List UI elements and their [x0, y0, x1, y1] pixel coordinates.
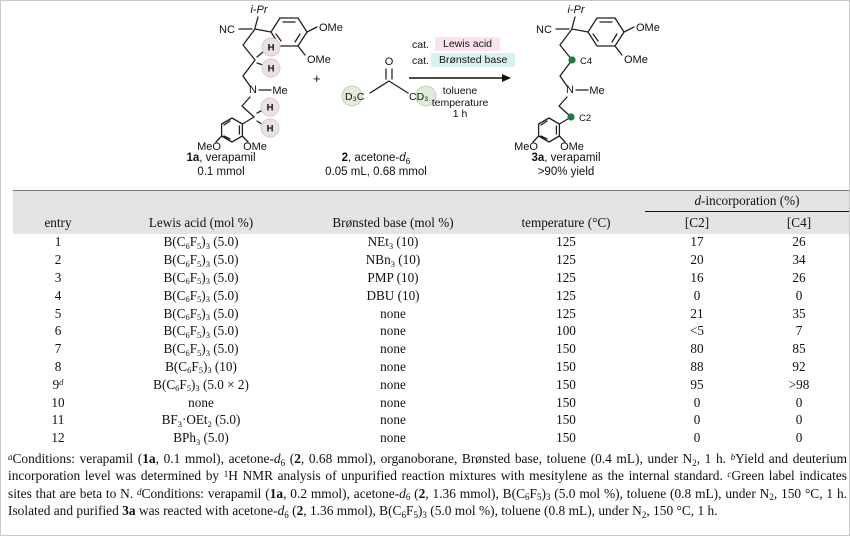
- methyl-label: Me: [272, 85, 288, 97]
- catalyst-prefix-2: cat.: [412, 55, 429, 67]
- bond-ipr: [572, 17, 575, 28]
- c2-site-label: C2: [579, 113, 592, 124]
- cell-temp: 150: [487, 411, 645, 429]
- cell-lewis: $B(C_6F_5)_3$ (5.0): [103, 234, 299, 252]
- cell-temp: 125: [487, 251, 645, 269]
- span-header-d-incorporation: d-incorporation (%): [645, 191, 849, 212]
- col-header-c4: [C4]: [749, 212, 849, 234]
- cell-base: NEt$_3$ (10): [299, 234, 487, 252]
- cell-c2: 16: [645, 269, 749, 287]
- compound-1a-amount: 0.1 mmol: [197, 165, 245, 178]
- cell-lewis: $B(C_6F_5)_3$ (10): [103, 358, 299, 376]
- cell-base: none: [299, 376, 487, 394]
- methoxy-label: OMe: [560, 141, 584, 153]
- cell-c2: 95: [645, 376, 749, 394]
- cell-base: none: [299, 322, 487, 340]
- cell-c2: <5: [645, 322, 749, 340]
- cell-base: NBn$_3$ (10): [299, 251, 487, 269]
- cell-temp: 125: [487, 269, 645, 287]
- table-row: [13, 322, 849, 340]
- methoxy-label: OMe: [636, 22, 660, 34]
- cell-c2: 0: [645, 287, 749, 305]
- cell-c2: 0: [645, 429, 749, 447]
- results-table: [13, 190, 849, 447]
- col-header-lewis-acid: Lewis acid (mol %): [103, 212, 299, 234]
- verapamil-1a-structure: [196, 1, 351, 153]
- cell-c4: 26: [749, 269, 849, 287]
- bronsted-base-highlight: Brønsted base: [431, 53, 515, 67]
- reaction-scheme: [1, 1, 850, 186]
- cell-c4: 0: [749, 411, 849, 429]
- cell-c4: 35: [749, 305, 849, 323]
- cell-lewis: $B(C_6F_5)_3$ (5.0): [103, 269, 299, 287]
- cell-c2: 0: [645, 394, 749, 412]
- methyl-label: Me: [589, 85, 605, 97]
- cell-c4: 7: [749, 322, 849, 340]
- table-span-header-row: [13, 191, 849, 212]
- cell-lewis: none: [103, 394, 299, 412]
- col-header-temperature: temperature (°C): [487, 212, 645, 234]
- arrow-head: [502, 74, 511, 82]
- cell-c4: 85: [749, 340, 849, 358]
- cd3-label: D₃C: [345, 91, 365, 103]
- cell-c4: >98: [749, 376, 849, 394]
- table-row: [13, 358, 849, 376]
- table-row: [13, 394, 849, 412]
- footnotes-text: $^a$Conditions: verapamil (1a, 0.1 mmol), acetone-$d_6$ (2, 0.68 mmol), organoborane, Brønsted base, toluene (0.4 mL), under $N_2$, 1 h. $^b$Yield and deuterium incorporation level was determined by $^1$H NMR analysis of unpurified reaction mixtures with mesitylene as the internal standard. $^c$Green label indicates sites that are beta to N. $^d$Conditions: verapamil (1a, 0.2 mmol), acetone-$d_6$ (2, 1.36 mmol), $B(C_6F_5)_3$ (5.0 mol %), toluene (0.8 mL), under $N_2$, 150 °C, 1 h. Isolated and purified 3a was reacted with acetone-$d_6$ (2, 1.36 mmol), $B(C_6F_5)_3$ (5.0 mol %), toluene (0.8 mL), under $N_2$, 150 °C, 1 h.: [8, 451, 847, 520]
- product-3a-structure: [513, 1, 668, 153]
- cell-base: PMP (10): [299, 269, 487, 287]
- isopropyl-label: i-Pr: [567, 4, 585, 16]
- cell-entry: 8: [13, 358, 103, 376]
- aryl-ring-top: [588, 18, 624, 46]
- cell-entry: 4: [13, 287, 103, 305]
- nitrile-label: NC: [219, 24, 235, 36]
- bond-chain-lower: [242, 97, 254, 124]
- cell-temp: 100: [487, 322, 645, 340]
- cell-base: none: [299, 305, 487, 323]
- results-table-grid: [13, 190, 849, 447]
- cell-temp: 150: [487, 358, 645, 376]
- cell-c4: 0: [749, 394, 849, 412]
- h-site-label: H: [267, 42, 275, 54]
- cell-lewis: $B(C_6F_5)_3$ (5.0): [103, 322, 299, 340]
- cell-c4: 0: [749, 287, 849, 305]
- reaction-conditions: [408, 86, 512, 121]
- h-site-label: H: [266, 123, 274, 135]
- results-table-header: [13, 191, 849, 234]
- cell-entry: 9$^d$: [13, 376, 103, 394]
- table-row: [13, 340, 849, 358]
- table-row: [13, 429, 849, 447]
- compound-2-amount: 0.05 mL, 0.68 mmol: [325, 165, 427, 178]
- plus-sign: +: [313, 71, 321, 86]
- methoxy-label: OMe: [319, 22, 343, 34]
- temperature-label: temperature: [431, 96, 489, 109]
- h-site-label: H: [267, 63, 275, 75]
- cell-entry: 2: [13, 251, 103, 269]
- cd3-label: CD₃: [409, 91, 429, 103]
- nitrogen-label: N: [249, 84, 257, 96]
- cell-base: none: [299, 411, 487, 429]
- c4-site-label: C4: [580, 56, 593, 67]
- carbonyl-bonds: [370, 69, 408, 93]
- bond-h-sites: [257, 52, 263, 125]
- lewis-acid-highlight: Lewis acid: [435, 37, 500, 51]
- cell-base: none: [299, 394, 487, 412]
- bond-ipr: [255, 17, 258, 28]
- cell-lewis: $B(C_6F_5)_3$ (5.0 × 2): [103, 376, 299, 394]
- aryl-ring-bottom: [539, 118, 560, 142]
- cell-temp: 150: [487, 376, 645, 394]
- cell-temp: 125: [487, 305, 645, 323]
- cell-temp: 125: [487, 287, 645, 305]
- catalyst-prefix-1: cat.: [412, 39, 429, 51]
- cell-c2: 21: [645, 305, 749, 323]
- cell-c2: 0: [645, 411, 749, 429]
- cell-lewis: $B(C_6F_5)_3$ (5.0): [103, 340, 299, 358]
- span-header-spacer: [13, 191, 645, 212]
- table-row: [13, 287, 849, 305]
- cell-entry: 11: [13, 411, 103, 429]
- cell-c2: 17: [645, 234, 749, 252]
- nitrogen-label: N: [566, 84, 574, 96]
- cell-entry: 1: [13, 234, 103, 252]
- cell-c2: 88: [645, 358, 749, 376]
- methoxy-label: MeO: [197, 141, 221, 153]
- cell-c2: 80: [645, 340, 749, 358]
- table-row: [13, 376, 849, 394]
- methoxy-label: MeO: [514, 141, 538, 153]
- cell-lewis: $B(C_6F_5)_3$ (5.0): [103, 251, 299, 269]
- cell-temp: 150: [487, 429, 645, 447]
- cell-c4: 34: [749, 251, 849, 269]
- compound-3a-yield: >90% yield: [537, 165, 595, 178]
- cell-base: none: [299, 358, 487, 376]
- table-header-row: [13, 212, 849, 234]
- cell-entry: 7: [13, 340, 103, 358]
- results-table-body: [13, 234, 849, 448]
- cell-c4: 92: [749, 358, 849, 376]
- solvent-label: toluene: [442, 85, 478, 97]
- isopropyl-label: i-Pr: [250, 4, 268, 16]
- cell-base: none: [299, 429, 487, 447]
- cell-base: none: [299, 340, 487, 358]
- cell-base: DBU (10): [299, 287, 487, 305]
- cell-entry: 10: [13, 394, 103, 412]
- cell-entry: 3: [13, 269, 103, 287]
- time-label: 1 h: [452, 108, 468, 120]
- c4-site-dot: [568, 56, 575, 63]
- table-row: [13, 234, 849, 252]
- compound-1a-label: [146, 152, 296, 179]
- reaction-arrow: [408, 72, 512, 84]
- nitrile-label: NC: [536, 24, 552, 36]
- h-site-label: H: [266, 102, 274, 114]
- methoxy-label: OMe: [624, 54, 648, 66]
- cell-lewis: BPh$_3$ (5.0): [103, 429, 299, 447]
- cell-c4: 26: [749, 234, 849, 252]
- table-row: [13, 251, 849, 269]
- cell-entry: 6: [13, 322, 103, 340]
- cell-temp: 150: [487, 394, 645, 412]
- cell-lewis: $B(C_6F_5)_3$ (5.0): [103, 305, 299, 323]
- col-header-bronsted-base: Brønsted base (mol %): [299, 212, 487, 234]
- compound-3a-name: 3a, verapamil: [531, 152, 601, 164]
- cell-lewis: $BF_3\cdot OEt_2$ (5.0): [103, 411, 299, 429]
- compound-3a-label: [491, 152, 641, 179]
- cell-entry: 12: [13, 429, 103, 447]
- oxygen-label: O: [384, 56, 394, 68]
- compound-1a-name: 1a, verapamil: [186, 152, 256, 164]
- cell-c2: 20: [645, 251, 749, 269]
- cell-lewis: $B(C_6F_5)_3$ (5.0): [103, 287, 299, 305]
- compound-2-label: [301, 152, 451, 179]
- table-row: [13, 411, 849, 429]
- table-row: [13, 305, 849, 323]
- table-row: [13, 269, 849, 287]
- aryl-ring-bottom: [222, 118, 243, 142]
- methoxy-label: OMe: [307, 54, 331, 66]
- col-header-c2: [C2]: [645, 212, 749, 234]
- cell-temp: 125: [487, 234, 645, 252]
- cell-c4: 0: [749, 429, 849, 447]
- cell-temp: 150: [487, 340, 645, 358]
- c2-site-dot: [567, 113, 574, 120]
- col-header-entry: entry: [13, 212, 103, 234]
- compound-2-name: 2, acetone-$d_6$: [341, 152, 411, 166]
- cell-entry: 5: [13, 305, 103, 323]
- methoxy-label: OMe: [243, 141, 267, 153]
